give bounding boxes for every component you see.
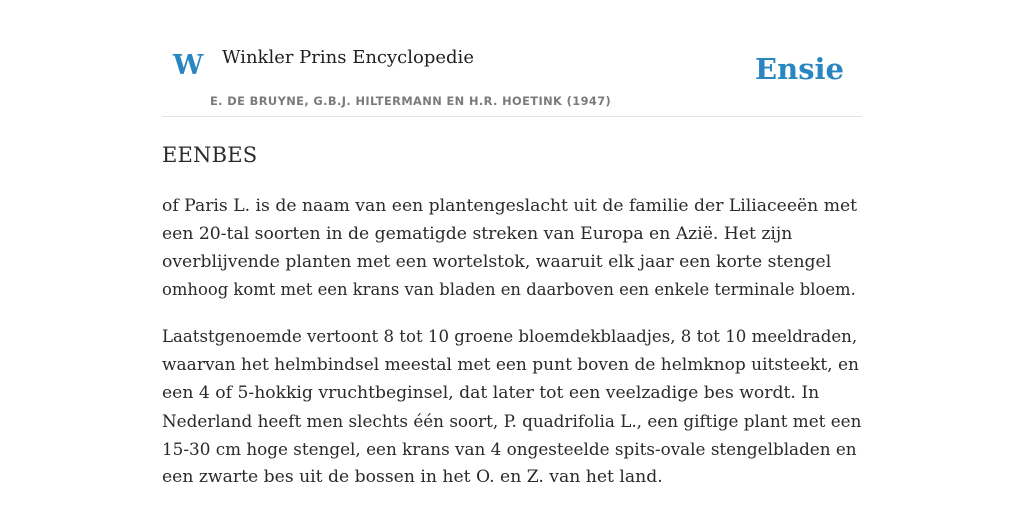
text-line: waarvan het helmbindsel meestal met een punt boven de helmknop uitsteekt, en [162,355,859,375]
text-line: een 4 of 5-hokkig vruchtbeginsel, dat later tot een veelzadige bes wordt. In [162,383,820,403]
source-authors: E. DE BRUYNE, G.B.J. HILTERMANN EN H.R. HOETINK (1947) [210,94,612,108]
text-line: 15-30 cm hoge stengel, een krans van 4 ongesteelde spits-ovale stengelbladen en [162,439,857,459]
entry-title: EENBES [162,143,258,167]
text-line: Laatstgenoemde vertoont 8 tot 10 groene bloemdekblaadjes, 8 tot 10 meeldraden, [162,327,858,346]
source-title[interactable]: Winkler Prins Encyclopedie [222,47,474,68]
source-header [162,0,862,117]
text-line: omhoog komt met een krans van bladen en daarboven een enkele terminale bloem. [162,280,856,299]
text-line: Nederland heeft men slechts één soort, P. quadrifolia L., een giftige plant met een [162,411,862,431]
text-line: overblijvende planten met een wortelstok, waaruit elk jaar een korte stengel [162,252,832,272]
entry-paragraph-1 [162,192,862,304]
text-line: of Paris L. is de naam van een plantengeslacht uit de familie der Liliaceeën met [162,196,858,216]
brand-logo[interactable]: Ensie [755,52,844,86]
text-line: een zwarte bes uit de bossen in het O. en Z. van het land. [162,467,663,487]
text-line: een 20-tal soorten in de gematigde streken van Europa en Azië. Het zijn [162,224,793,244]
entry-paragraph-2 [162,323,862,491]
source-logo: W [173,50,204,81]
